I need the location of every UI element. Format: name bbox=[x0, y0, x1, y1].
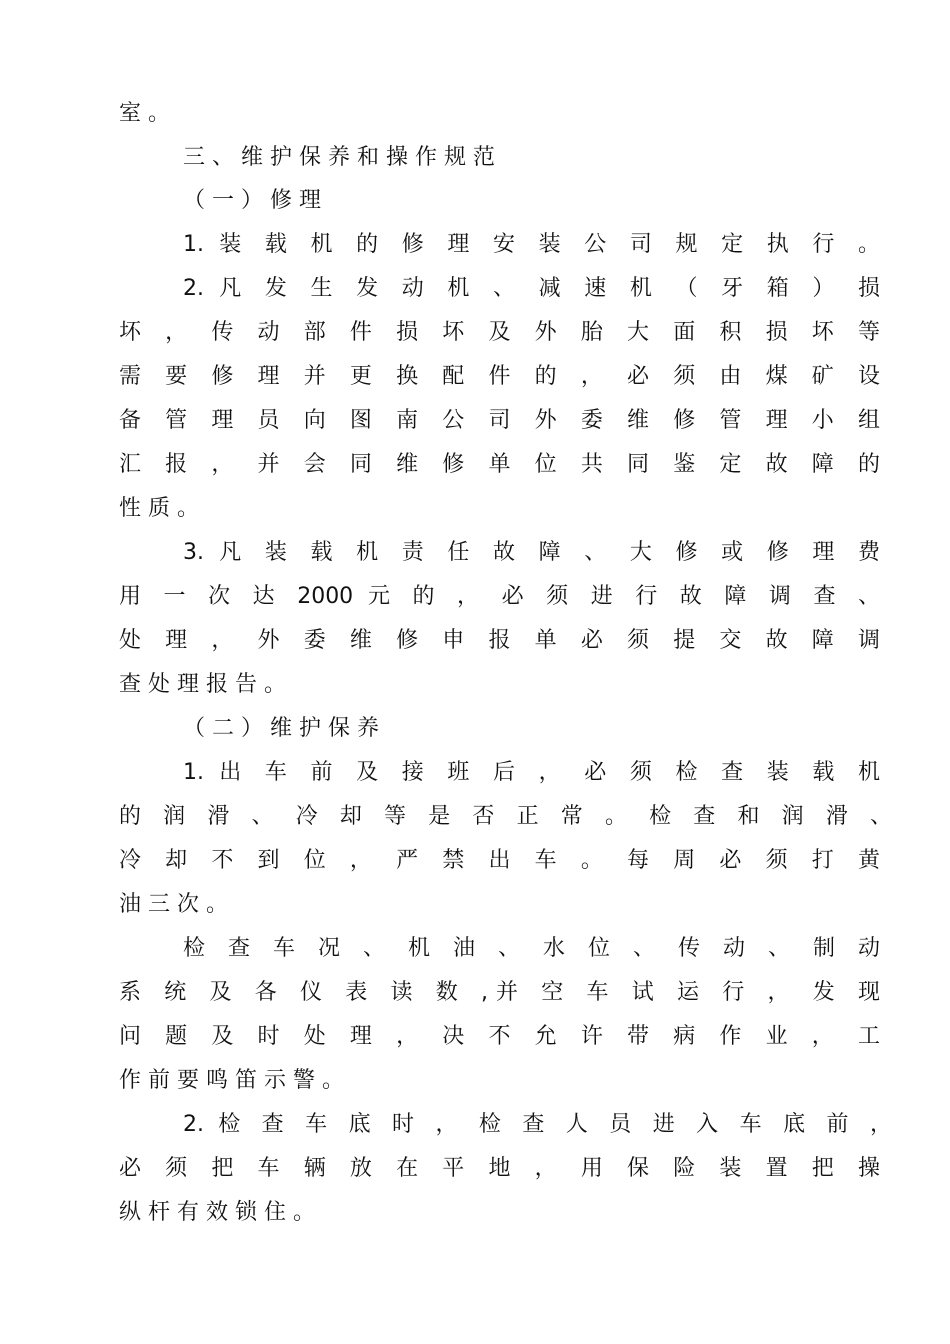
text-line: 用 一 次 达 2000 元 的 ， 必 须 进 行 故 障 调 查 、 bbox=[119, 584, 880, 609]
text-line: 作 前 要 鸣 笛 示 警 。 bbox=[119, 1068, 344, 1093]
text-line: 2. 检 查 车 底 时 ， 检 查 人 员 进 入 车 底 前 ， bbox=[183, 1112, 892, 1137]
text-line: 备 管 理 员 向 图 南 公 司 外 委 维 修 管 理 小 组 bbox=[119, 408, 880, 433]
text-line: 坏 ， 传 动 部 件 损 坏 及 外 胎 大 面 积 损 坏 等 bbox=[119, 320, 880, 345]
text-line: 纵 杆 有 效 锁 住 。 bbox=[119, 1200, 315, 1225]
subsection-heading: （ 一 ） 修 理 bbox=[183, 188, 321, 213]
text-line: 1. 装 载 机 的 修 理 安 装 公 司 规 定 执 行 。 bbox=[183, 232, 880, 257]
text-line: 查 处 理 报 告 。 bbox=[119, 672, 286, 697]
text-line: 必 须 把 车 辆 放 在 平 地 ， 用 保 险 装 置 把 操 bbox=[119, 1156, 880, 1181]
text-line: 的 润 滑 、 冷 却 等 是 否 正 常 。 检 查 和 润 滑 、 bbox=[119, 804, 892, 829]
text-line: 汇 报 ， 并 会 同 维 修 单 位 共 同 鉴 定 故 障 的 bbox=[119, 452, 880, 477]
section-heading: 三 、 维 护 保 养 和 操 作 规 范 bbox=[183, 145, 495, 170]
text-line: 3. 凡 装 载 机 责 任 故 障 、 大 修 或 修 理 费 bbox=[183, 540, 880, 565]
text-line: 系 统 及 各 仪 表 读 数 ,并 空 车 试 运 行 ， 发 现 bbox=[119, 980, 880, 1005]
subsection-heading: （ 二 ） 维 护 保 养 bbox=[183, 716, 379, 741]
text-line: 问 题 及 时 处 理 ， 决 不 允 许 带 病 作 业 ， 工 bbox=[119, 1024, 880, 1049]
text-line: 冷 却 不 到 位 ， 严 禁 出 车 。 每 周 必 须 打 黄 bbox=[119, 848, 880, 873]
text-line: 室 。 bbox=[119, 101, 170, 126]
text-line: 性 质 。 bbox=[119, 496, 199, 521]
text-line: 1. 出 车 前 及 接 班 后 ， 必 须 检 查 装 载 机 bbox=[183, 760, 880, 785]
text-line: 需 要 修 理 并 更 换 配 件 的 ， 必 须 由 煤 矿 设 bbox=[119, 364, 880, 389]
text-line: 处 理 ， 外 委 维 修 申 报 单 必 须 提 交 故 障 调 bbox=[119, 628, 880, 653]
text-line: 检 查 车 况 、 机 油 、 水 位 、 传 动 、 制 动 bbox=[183, 936, 880, 961]
text-line: 油 三 次 。 bbox=[119, 892, 228, 917]
text-line: 2. 凡 发 生 发 动 机 、 减 速 机 （ 牙 箱 ） 损 bbox=[183, 276, 880, 301]
